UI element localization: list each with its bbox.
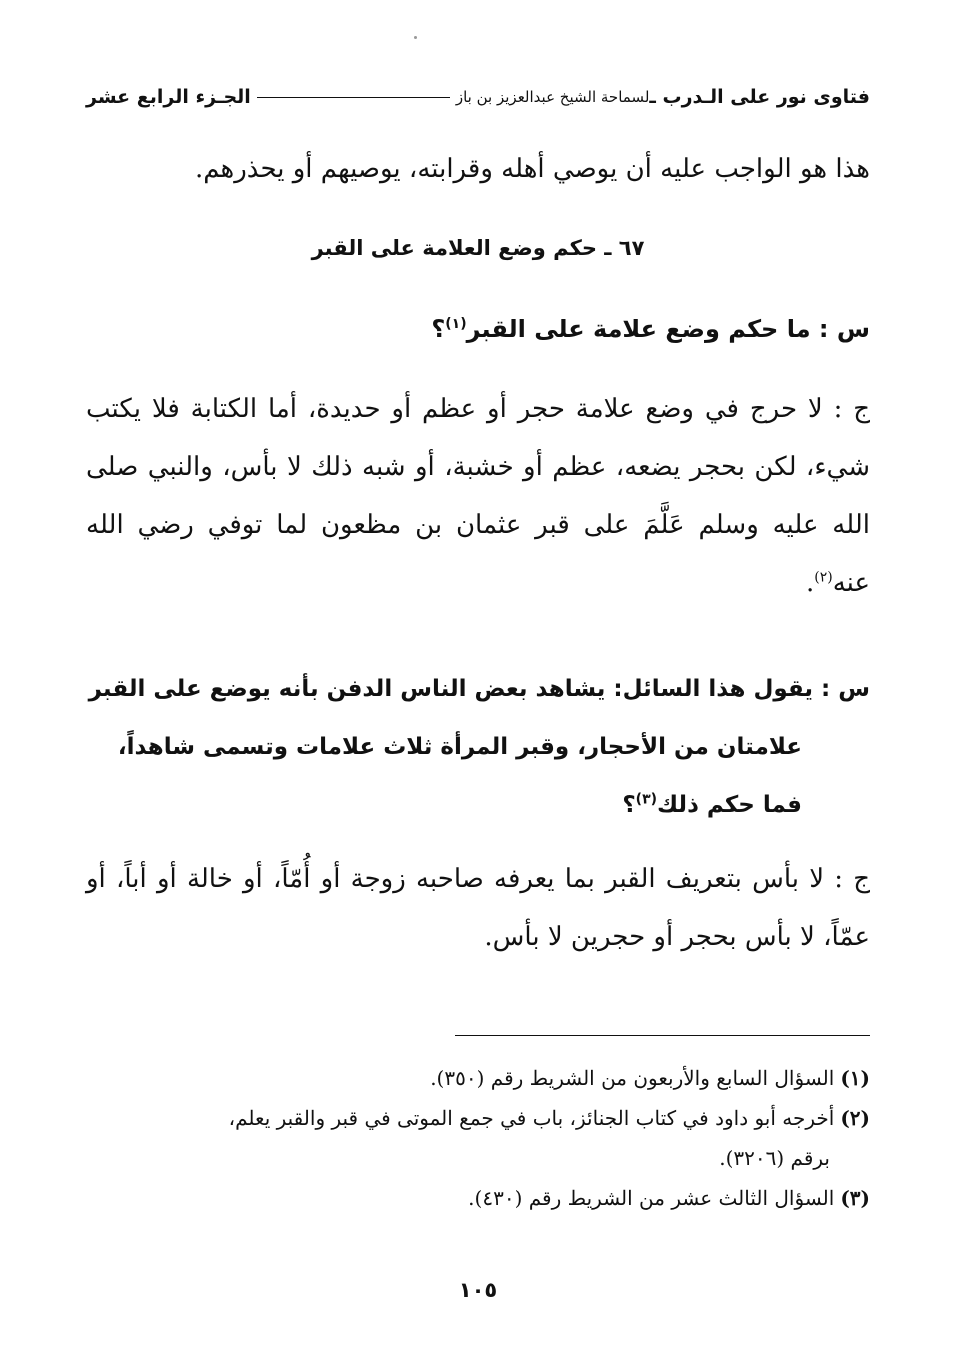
answer-1-tail: . bbox=[805, 568, 815, 598]
footnote-text: أخرجه أبو داود في كتاب الجنائز، باب في جمع الموتى في قبر والقبر يعلم، bbox=[228, 1106, 835, 1130]
question-2-line-3-wrap bbox=[86, 776, 870, 834]
header-book-title: فتاوى نور على الـدرب ـ bbox=[649, 86, 870, 108]
question-1-tail: ؟ bbox=[431, 315, 446, 343]
continuation-paragraph: هذا هو الواجب عليه أن يوصي أهله وقرابته، يوصيهم أو يحذرهم. bbox=[194, 154, 870, 184]
footnote-item bbox=[86, 1178, 870, 1218]
footnote-marker-1: (١) bbox=[445, 316, 467, 332]
question-1-text: س : ما حكم وضع علامة على القبر bbox=[466, 315, 870, 343]
footnote-text: السؤال الثالث عشر من الشريط رقم (٤٣٠). bbox=[468, 1186, 835, 1210]
section-heading: ٦٧ ـ حكم وضع العلامة على القبر bbox=[311, 236, 645, 260]
question-2 bbox=[86, 660, 870, 834]
footnote-continuation: برقم (٣٢٠٦). bbox=[719, 1146, 830, 1170]
footnote-text: السؤال السابع والأربعون من الشريط رقم (٣٥٠). bbox=[430, 1066, 835, 1090]
header-rule bbox=[257, 97, 450, 98]
footnote-number: (٢) bbox=[840, 1106, 870, 1130]
header-part: الجـزء الرابع عشر bbox=[86, 86, 251, 108]
footnote-item bbox=[86, 1058, 870, 1098]
scan-speck bbox=[414, 36, 417, 39]
header-author: لسماحة الشيخ عبدالعزيز بن باز bbox=[455, 88, 650, 106]
question-1 bbox=[86, 300, 870, 358]
footnote-number: (٣) bbox=[840, 1186, 870, 1210]
answer-1 bbox=[86, 380, 870, 612]
question-2-line-1: س : يقول هذا السائل: يشاهد بعض الناس الدفن بأنه يوضع على القبر bbox=[88, 676, 870, 702]
page-number: ١٠٥ bbox=[458, 1278, 498, 1302]
running-header bbox=[86, 80, 870, 114]
question-2-line-2: علامتان من الأحجار، وقبر المرأة ثلاث علامات وتسمى شاهداً، bbox=[117, 734, 802, 760]
footnote-number: (١) bbox=[840, 1066, 870, 1090]
answer-2: ج : لا بأس بتعريف القبر بما يعرفه صاحبه زوجة أو أُمّاً، أو خالة أو أباً، أو عمّاً، لا بأس بحجر أو حجرين لا بأس. bbox=[86, 864, 870, 952]
answer-1-text: ج : لا حرج في وضع علامة حجر أو عظم أو حديدة، أما الكتابة فلا يكتب شيء، لكن بحجر يضعه، عظم أو خشبة، أو شبه ذلك لا بأس، والنبي صلى الله عليه وسلم عَلَّمَ على قبر عثمان بن مظعون لما توفي رضي الله عنه bbox=[86, 394, 870, 598]
question-2-tail: ؟ bbox=[622, 792, 636, 818]
footnote-item bbox=[86, 1098, 870, 1178]
footnote-marker-2: (٢) bbox=[814, 569, 833, 586]
footnote-separator bbox=[455, 1035, 870, 1036]
footnote-marker-3: (٣) bbox=[635, 791, 658, 808]
question-2-line-3: فما حكم ذلك bbox=[657, 792, 802, 818]
footnotes bbox=[86, 1058, 870, 1218]
